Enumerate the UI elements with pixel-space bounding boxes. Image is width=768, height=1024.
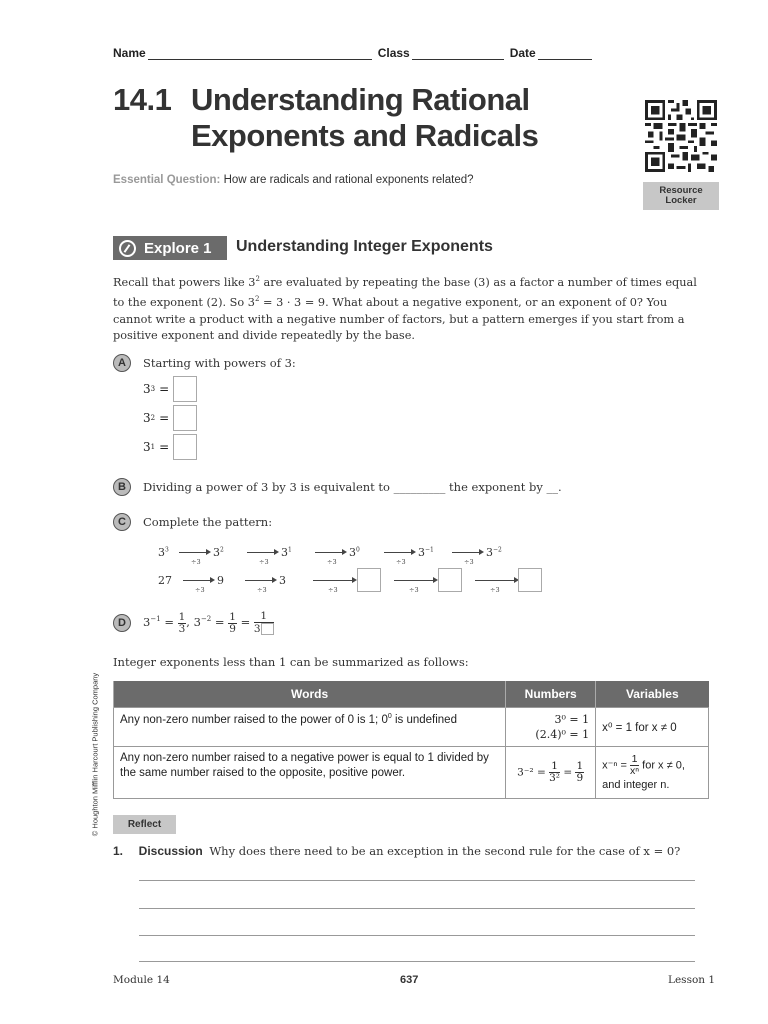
- pattern-value: 3: [279, 574, 286, 587]
- essential-question-label: Essential Question:: [113, 174, 221, 186]
- header-variables: Variables: [596, 681, 709, 707]
- divide-label: ÷3: [396, 558, 406, 566]
- copyright-sidebar: [86, 655, 100, 855]
- answer-line-2[interactable]: [139, 908, 695, 909]
- power-exp: 1: [150, 443, 156, 451]
- arrow-icon: [247, 552, 277, 553]
- discussion-question: [113, 844, 680, 858]
- name-field[interactable]: [148, 48, 372, 60]
- step-d-exponent-box[interactable]: [261, 623, 274, 635]
- arrow-icon: [179, 552, 209, 553]
- step-a-badge: A: [113, 354, 131, 372]
- pattern-row-values: [158, 568, 558, 598]
- pattern-value: 9: [217, 574, 224, 587]
- power-base: 3: [143, 382, 151, 396]
- essential-question: [113, 174, 474, 186]
- explore-title: Understanding Integer Exponents: [236, 238, 493, 255]
- intro-text-1: Recall that powers like 3: [113, 275, 256, 289]
- title-line-2: Exponents and Radicals: [191, 118, 539, 153]
- row1-variables: x⁰ = 1 for x ≠ 0: [596, 707, 709, 746]
- lesson-title: [113, 82, 538, 154]
- step-c-badge: C: [113, 513, 131, 531]
- table-header-row: [114, 681, 709, 707]
- step-b: [113, 478, 562, 496]
- resource-locker-label-2: Locker: [665, 195, 697, 206]
- answer-box-3-cubed[interactable]: [173, 376, 197, 402]
- explore-label: Explore 1: [144, 239, 212, 257]
- divide-label: ÷3: [195, 586, 205, 594]
- arrow-icon: [313, 580, 355, 581]
- divide-label: ÷3: [409, 586, 419, 594]
- step-d-badge: D: [113, 614, 131, 632]
- divide-label: ÷3: [257, 586, 267, 594]
- pattern-term: $3^2$: [213, 546, 224, 559]
- reflect-label: Reflect: [113, 815, 176, 834]
- divide-label: ÷3: [328, 586, 338, 594]
- power-exp: 3: [150, 385, 156, 393]
- step-a: [113, 354, 296, 372]
- explore-banner: [113, 236, 227, 260]
- arrow-icon: [183, 580, 213, 581]
- pattern-term: $3^{-2}$: [486, 546, 502, 559]
- answer-line-3[interactable]: [139, 935, 695, 936]
- step-c: [113, 513, 272, 531]
- divide-label: ÷3: [191, 558, 201, 566]
- exponent-rules-table: [113, 681, 709, 799]
- row2-numbers: 3⁻² = $\frac{1}{\text{3²}}$ = $\frac{1}{9}$: [506, 746, 596, 798]
- equals-sign: =: [159, 382, 170, 396]
- step-c-text: Complete the pattern:: [143, 515, 273, 529]
- divide-label: ÷3: [259, 558, 269, 566]
- power-row-3: [143, 434, 197, 460]
- footer-module: Module 14: [113, 974, 170, 986]
- divide-label: ÷3: [327, 558, 337, 566]
- discussion-text: Why does there need to be an exception in the second rule for the case of x = 0?: [209, 844, 681, 858]
- date-field[interactable]: [538, 48, 592, 60]
- answer-box-3-first[interactable]: [173, 434, 197, 460]
- power-base: 3: [143, 411, 151, 425]
- header-words: Words: [114, 681, 506, 707]
- date-label: Date: [509, 46, 536, 60]
- step-d-expression: $3^{-1}$ = $\frac{1}{3}$ , $3^{-2}$ = $\frac{1}{9}$ = $\frac{1}{3}$: [143, 611, 274, 635]
- table-row: [114, 707, 709, 746]
- pattern-answer-box-2[interactable]: [438, 568, 462, 592]
- arrow-icon: [394, 580, 436, 581]
- intro-sup-2: 2: [254, 295, 260, 304]
- intro-sup-1: 2: [255, 275, 260, 283]
- class-field[interactable]: [412, 48, 504, 60]
- header-numbers: Numbers: [506, 681, 596, 707]
- row2-words: Any non-zero number raised to a negative power is equal to 1 divided by the same number raised to the opposite, positive power.: [114, 746, 506, 798]
- step-d: [113, 611, 274, 635]
- equals-sign: =: [159, 411, 170, 425]
- question-number: 1.: [113, 844, 124, 858]
- pattern-value: 27: [158, 574, 172, 587]
- name-label: Name: [113, 46, 146, 60]
- step-b-badge: B: [113, 478, 131, 496]
- arrow-icon: [245, 580, 275, 581]
- pattern-term: $3^1$: [281, 546, 292, 559]
- resource-locker-button[interactable]: [643, 182, 719, 210]
- arrow-icon: [452, 552, 482, 553]
- summary-text: Integer exponents less than 1 can be summarized as follows:: [113, 655, 469, 669]
- step-b-text: Dividing a power of 3 by 3 is equivalent to _________ the exponent by __.: [143, 480, 562, 494]
- pattern-answer-box-3[interactable]: [518, 568, 542, 592]
- answer-line-1[interactable]: [139, 880, 695, 881]
- essential-question-text: How are radicals and rational exponents related?: [223, 174, 474, 186]
- intro-text-2: are evaluated by repeating the base (3) as a factor a number of times equal to the exponent (2). So 3: [113, 275, 697, 310]
- answer-box-3-squared[interactable]: [173, 405, 197, 431]
- divide-label: ÷3: [464, 558, 474, 566]
- resource-locker-label-1: Resource: [659, 185, 703, 196]
- title-line-1: Understanding Rational: [191, 82, 530, 117]
- pattern-answer-box-1[interactable]: [357, 568, 381, 592]
- intro-text-3: = 3 · 3 = 9. What about a negative exponent, or an exponent of 0? You cannot write a product with a negative number of factors, but a pattern emerges if you start from a positive exponent and divide repeatedly by the base.: [113, 296, 685, 343]
- pattern-term: $3^3$: [158, 546, 169, 559]
- discussion-label: Discussion: [138, 844, 203, 858]
- power-row-1: [143, 376, 197, 402]
- class-label: Class: [377, 46, 410, 60]
- arrow-icon: [384, 552, 414, 553]
- intro-paragraph: [113, 271, 709, 345]
- row1-words: Any non-zero number raised to the power of 0 is 1; $0^0$ is undefined: [114, 707, 506, 746]
- arrow-icon: [475, 580, 517, 581]
- copyright-text: © Houghton Mifflin Harcourt Publishing Company: [90, 672, 100, 837]
- qr-code-icon[interactable]: [645, 100, 717, 172]
- pattern-row-powers: [158, 546, 698, 566]
- power-exp: 2: [150, 414, 156, 422]
- row1-numbers: 3⁰ = 1 (2.4)⁰ = 1: [506, 707, 596, 746]
- compass-icon: [119, 240, 136, 257]
- step-a-text: Starting with powers of 3:: [143, 356, 296, 370]
- row2-variables: x⁻ⁿ = $\frac{1}{\text{xⁿ}}$ for x ≠ 0, and integer n.: [596, 746, 709, 798]
- divide-label: ÷3: [490, 586, 500, 594]
- pattern-term: $3^0$: [349, 546, 360, 559]
- table-row: [114, 746, 709, 798]
- equals-sign: =: [159, 440, 170, 454]
- footer-page-number: 637: [400, 974, 419, 986]
- student-info-header: [113, 46, 596, 60]
- lesson-number: 14.1: [113, 82, 172, 117]
- arrow-icon: [315, 552, 345, 553]
- footer-lesson: Lesson 1: [668, 974, 716, 986]
- answer-line-4[interactable]: [139, 961, 695, 962]
- power-base: 3: [143, 440, 151, 454]
- power-row-2: [143, 405, 197, 431]
- pattern-term: $3^{-1}$: [418, 546, 434, 559]
